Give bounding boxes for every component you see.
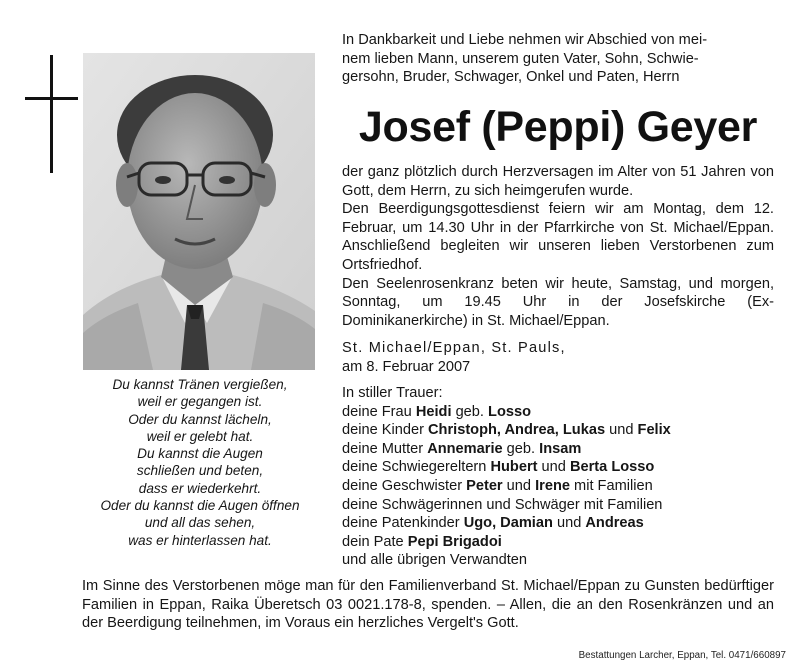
mourner-name: Irene <box>535 477 570 494</box>
mourner-name: Christoph, Andrea, Lukas <box>428 422 606 439</box>
mourner-name: Peter <box>466 477 503 494</box>
intro-text <box>342 31 772 87</box>
mourner-relation: deine Mutter <box>342 440 428 457</box>
mourner-line <box>342 514 774 533</box>
mourner-relation: und <box>605 422 638 439</box>
mourner-line <box>342 551 774 570</box>
mourner-relation: deine Geschwister <box>342 477 467 494</box>
mourner-relation: geb. <box>502 440 540 457</box>
mourner-line <box>342 458 774 477</box>
mourner-relation: und <box>537 459 570 476</box>
poem-line: Oder du kannst die Augen öffnen <box>100 498 300 514</box>
mourner-relation: mit Familien <box>569 477 653 494</box>
mourner-name: Losso <box>488 403 532 420</box>
mourner-line <box>342 440 774 459</box>
mourner-name: Annemarie <box>427 440 503 457</box>
closing-text: Im Sinne des Verstorbenen möge man für den Familienverband St. Michael/Eppan zu Gunsten bedürftiger Familien in Eppan, Raika Überetsch 03 0021.178-8, spenden. – Allen, die an den Rosenkränzen und an der Beerdigung teilnehmen, im Voraus ein herzliches Vergelt's Gott. <box>82 578 774 632</box>
mourning-heading: In stiller Trauer: <box>342 385 443 401</box>
mourner-line <box>342 533 774 552</box>
mourner-name: Heidi <box>415 403 452 420</box>
intro-line: In Dankbarkeit und Liebe nehmen wir Abschied von mei- <box>342 32 708 48</box>
portrait-photo <box>83 53 315 370</box>
mourner-name: Berta Losso <box>569 459 655 476</box>
mourner-relation: und <box>552 515 586 532</box>
mourner-line <box>342 496 774 515</box>
mourner-line <box>342 477 774 496</box>
poem-line: weil er gelebt hat. <box>146 428 254 444</box>
mourner-line <box>342 421 774 440</box>
mourners-list <box>342 384 774 570</box>
intro-line: gersohn, Bruder, Schwager, Onkel und Paten, Herrn <box>342 69 680 86</box>
mourner-relation: deine Frau <box>342 403 416 420</box>
date: am 8. Februar 2007 <box>342 358 471 375</box>
mourner-relation: dein Pate <box>342 533 408 550</box>
poem-line: dass er wiederkehrt. <box>138 480 262 496</box>
mourner-relation: deine Patenkinder <box>342 515 464 532</box>
cross-icon-vertical <box>50 55 53 173</box>
mourner-relation: geb. <box>451 403 489 420</box>
rosary-paragraph: Den Seelenrosenkranz beten wir heute, Samstag, und morgen, Sonntag, um 19.45 Uhr in der Josefskirche (Ex-Dominikanerkirche) in St. Michael/Eppan. <box>342 275 774 329</box>
portrait-illustration <box>83 53 315 370</box>
announcement-body <box>342 163 774 330</box>
mourner-lines <box>342 403 774 570</box>
place: St. Michael/Eppan, St. Pauls, <box>342 340 566 356</box>
mourner-relation: und alle übrigen Verwandten <box>342 552 527 569</box>
funeral-home-credit: Bestattungen Larcher, Eppan, Tel. 0471/660897 <box>578 650 786 661</box>
cross-icon-horizontal <box>25 97 78 100</box>
mourner-name: Andreas <box>585 515 644 532</box>
place-date <box>342 339 774 376</box>
poem <box>68 376 332 549</box>
intro-line: nem lieben Mann, unserem guten Vater, Sohn, Schwie- <box>342 50 699 67</box>
poem-line: schließen und beten, <box>136 463 264 479</box>
mourner-line <box>342 403 774 422</box>
mourner-relation: und <box>502 477 536 494</box>
deceased-name: Josef (Peppi) Geyer <box>358 103 758 151</box>
mourner-relation: deine Schwiegereltern <box>342 459 491 476</box>
mourner-name: Pepi Brigadoi <box>407 533 502 550</box>
poem-line: was er hinterlassen hat. <box>128 532 272 548</box>
funeral-paragraph: Den Beerdigungsgottesdienst feiern wir am Montag, dem 12. Februar, um 14.30 Uhr in der Pfarrkirche von St. Michael/Eppan. Anschließend begleiten wir unseren lieben Verstorbenen zum Ortsfriedhof. <box>342 201 774 273</box>
poem-line: Du kannst die Augen <box>137 446 263 462</box>
mourner-name: Hubert <box>490 459 538 476</box>
poem-line: Oder du kannst lächeln, <box>128 411 272 427</box>
poem-line: Du kannst Tränen vergießen, <box>112 377 288 392</box>
mourner-name: Felix <box>637 422 671 439</box>
poem-line: und all das sehen, <box>144 515 256 531</box>
age-paragraph: der ganz plötzlich durch Herzversagen im Alter von 51 Jahren von Gott, dem Herrn, zu sich heimgerufen wurde. <box>342 164 774 199</box>
mourner-name: Ugo, Damian <box>463 515 553 532</box>
mourner-relation: deine Schwägerinnen und Schwäger mit Familien <box>342 496 663 513</box>
mourner-relation: deine Kinder <box>342 422 429 439</box>
mourner-name: Insam <box>539 440 582 457</box>
poem-line: weil er gegangen ist. <box>137 394 263 410</box>
